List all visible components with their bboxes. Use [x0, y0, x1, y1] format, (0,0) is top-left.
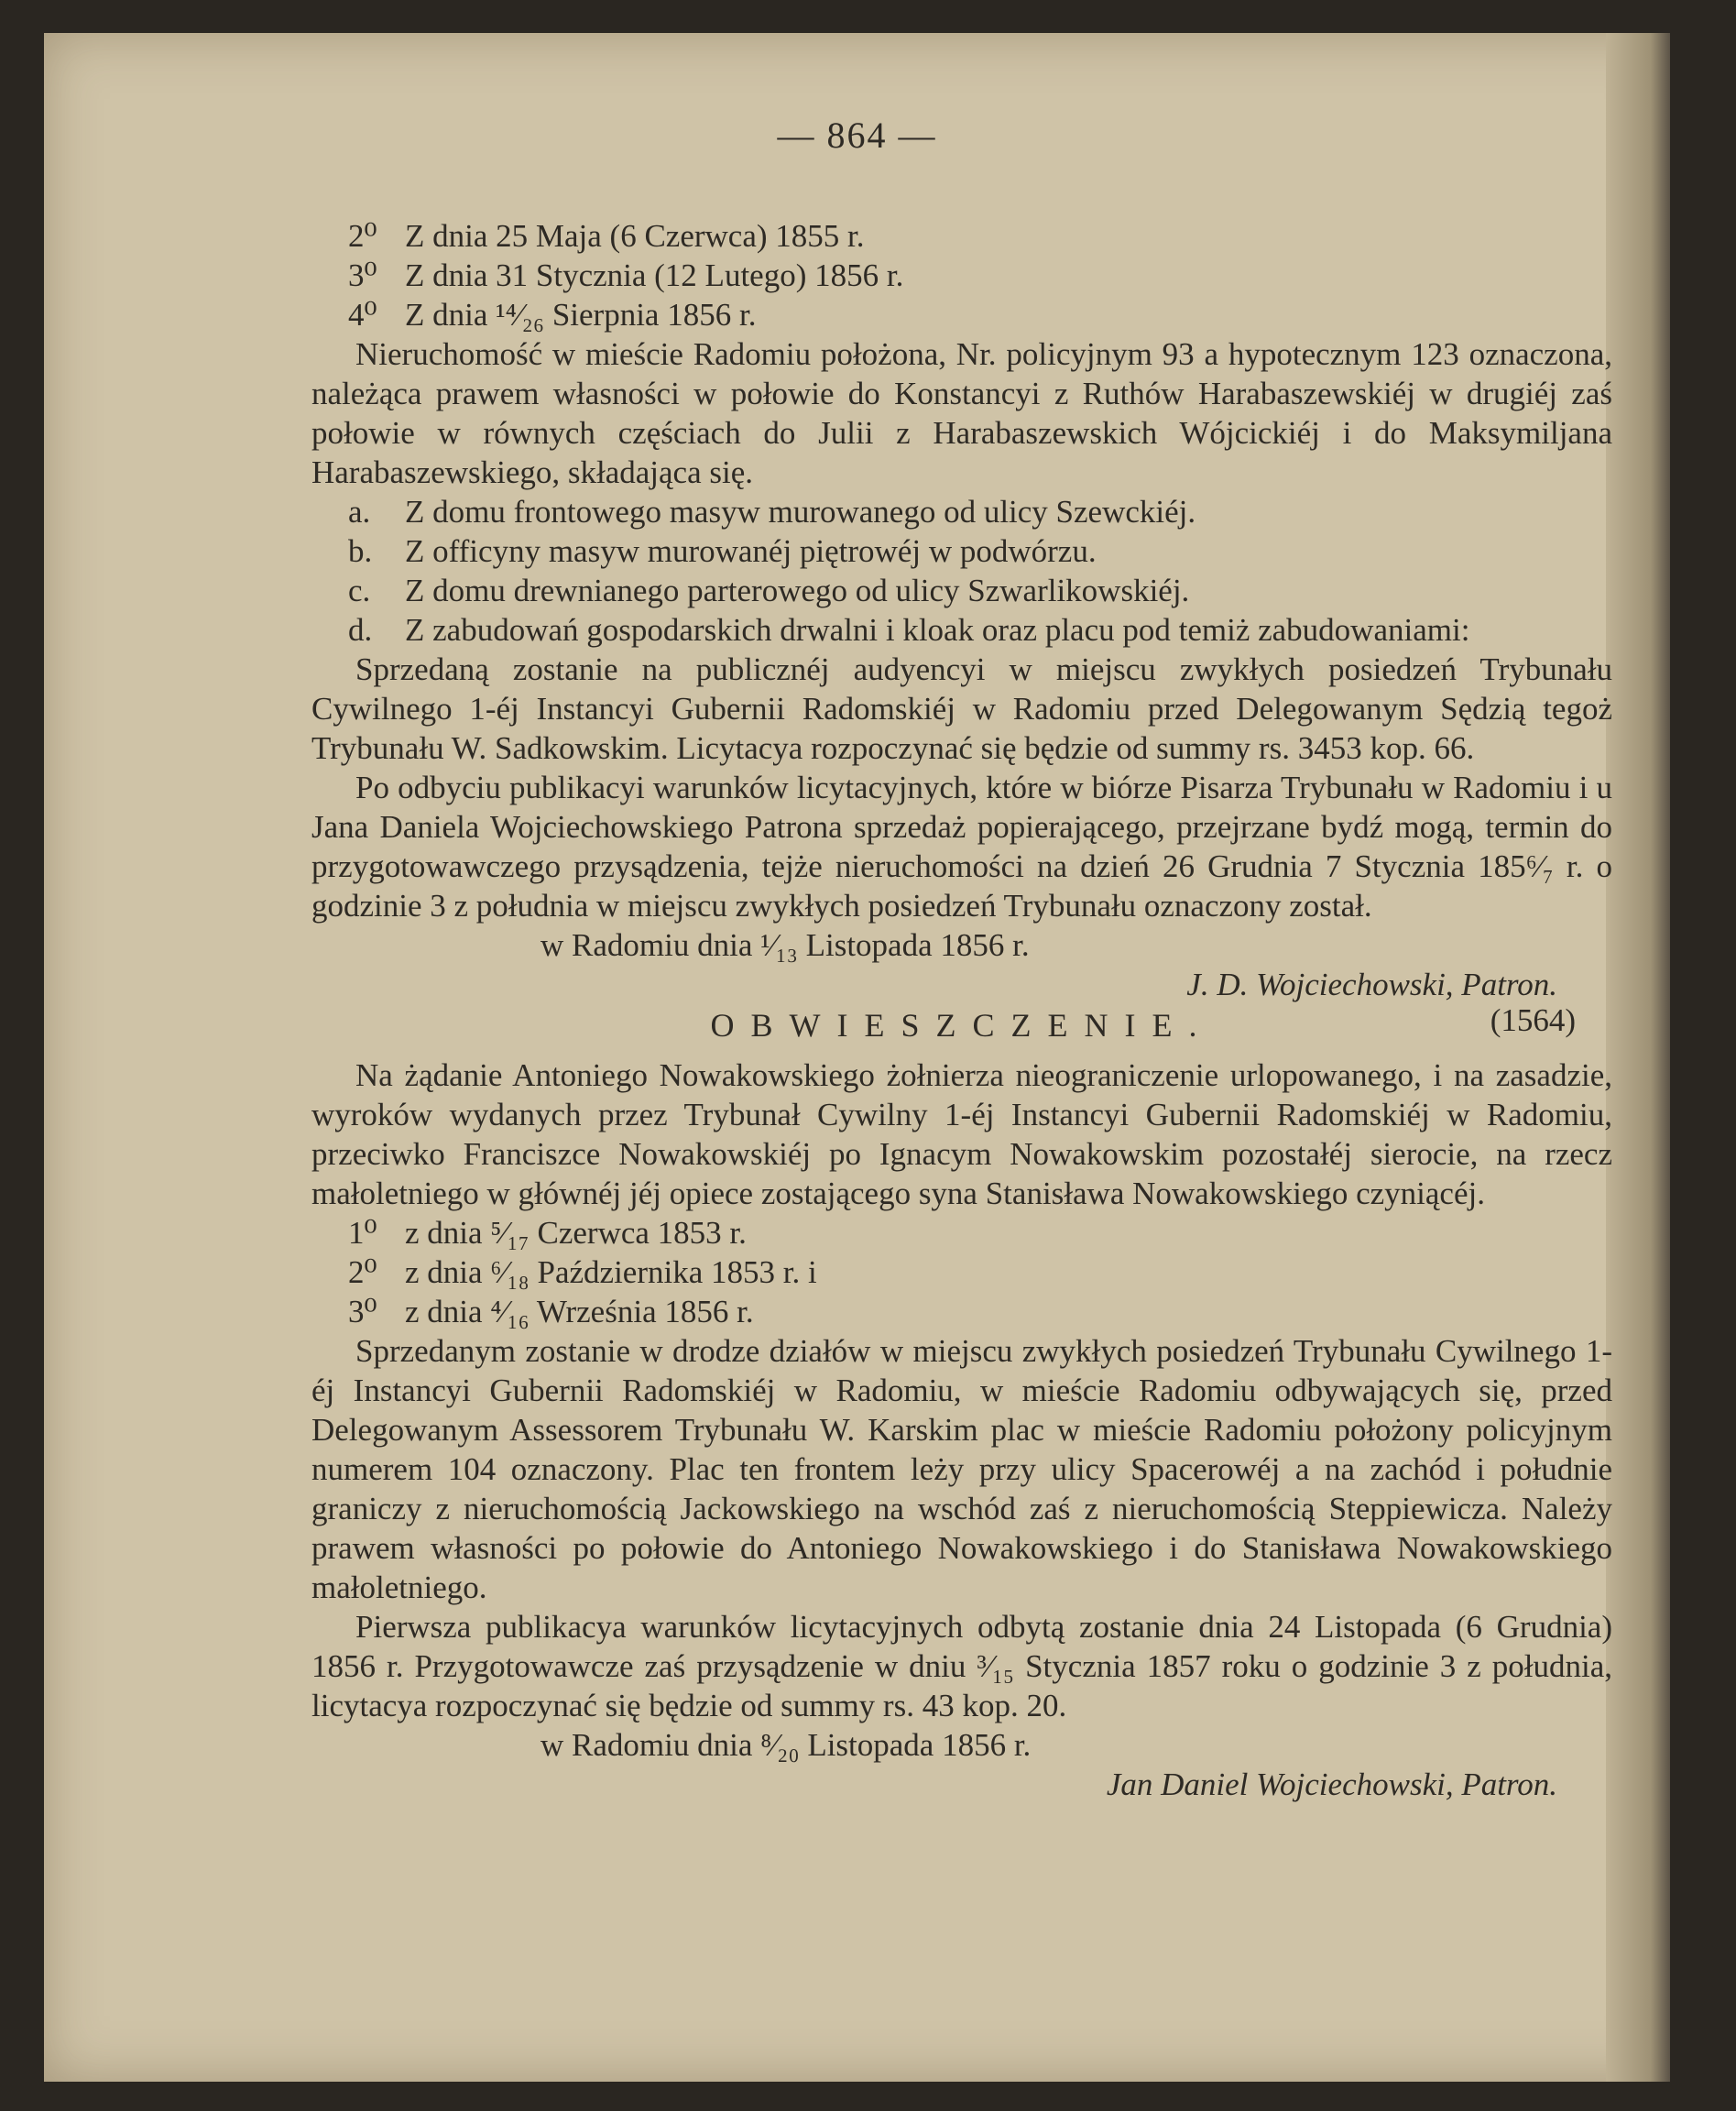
- terms-paragraph: Po odbyciu publikacyi warunków licytacyjnych, które w biórze Pisarza Trybunału w Radomiu i u Jana Daniela Wojciechowskiego Patrona sprzedaż popierającego, przejrzane bydź mogą, termin do przygotowawczego przysądzenia, tejże nieruchomości na dzień 26 Grudnia 7 Stycznia 185⁶⁄₇ r. o godzinie 3 z południa w miejscu zwykłych posiedzeń Trybunału oznaczony został.: [311, 770, 1612, 924]
- place-date: w Radomiu dnia ¹⁄₁₃ Listopada 1856 r.: [540, 927, 1030, 963]
- signature: J. D. Wojciechowski, Patron.: [1186, 967, 1557, 1002]
- page-header: — 864 —: [777, 115, 937, 156]
- terms-paragraph: Pierwsza publikacya warunków licytacyjnych odbytą zostanie dnia 24 Listopada (6 Grudnia) 1856 r. Przygotowawcze zaś przysądzenie w dniu ³⁄₁₅ Stycznia 1857 roku o godzinie 3 z południa, licytacya rozpoczynać się będzie od summy rs. 43 kop. 20.: [311, 1609, 1612, 1723]
- page-edge: [1606, 33, 1670, 2082]
- notice-title: OBWIESZCZENIE.: [710, 1007, 1214, 1044]
- property-description: Nieruchomość w mieście Radomiu położona, Nr. policyjnym 93 a hypotecznym 123 oznaczona, należąca prawem własności w połowie do Konstancyi z Ruthów Harabaszewskiéj w drugiéj zaś połowie w równych częściach do Julii z Harabaszewskich Wójcickiéj i do Maksymiljana Harabaszewskiego, składająca się.: [311, 336, 1612, 490]
- property-part: b. Z officyny masyw murowanéj piętrowéj w podwórzu.: [348, 533, 1097, 569]
- date-item: 4⁰ Z dnia ¹⁴⁄₂₆ Sierpnia 1856 r.: [348, 297, 757, 333]
- date-item: 3⁰ z dnia ⁴⁄₁₆ Września 1856 r.: [348, 1294, 754, 1329]
- property-part: d. Z zabudowań gospodarskich drwalni i kloak oraz placu pod temiż zabudowaniami:: [348, 612, 1470, 648]
- sale-paragraph: Sprzedanym zostanie w drodze działów w miejscu zwykłych posiedzeń Trybunału Cywilnego 1-éj Instancyi Gubernii Radomskiéj w Radomiu, w mieście Radomiu odbywających się, przed Delegowanym Assessorem Trybunału W. Karskim plac w mieście Radomiu położony policyjnym numerem 104 oznaczony. Plac ten frontem leży przy ulicy Spacerowéj a na zachód i południe graniczy z nieruchomością Jackowskiego na wschód zaś z nieruchomością Steppiewicza. Należy prawem własności po połowie do Antoniego Nowakowskiego i do Stanisława Nowakowskiego małoletniego.: [311, 1333, 1612, 1605]
- signature: Jan Daniel Wojciechowski, Patron.: [1106, 1766, 1557, 1802]
- document-page: [44, 33, 1670, 2082]
- section-1: [311, 216, 1612, 1004]
- document-body: [311, 216, 1612, 1804]
- sale-paragraph: Sprzedaną zostanie na publicznéj audyencyi w miejscu zwykłych posiedzeń Trybunału Cywilnego 1-éj Instancyi Gubernii Radomskiéj w Radomiu przed Delegowanym Sędzią tegoż Trybunału W. Sadkowskim. Licytacya rozpoczynać się będzie od summy rs. 3453 kop. 66.: [311, 651, 1612, 766]
- notice-number: (1564): [1490, 1002, 1576, 1038]
- date-item: 1⁰ z dnia ⁵⁄₁₇ Czerwca 1853 r.: [348, 1215, 747, 1251]
- date-item: 3⁰ Z dnia 31 Stycznia (12 Lutego) 1856 r.: [348, 257, 904, 293]
- notice-heading: [311, 1002, 1612, 1052]
- section-2: [311, 1002, 1612, 1804]
- property-part: c. Z domu drewnianego parterowego od ulicy Szwarlikowskiéj.: [348, 573, 1190, 608]
- property-part: a. Z domu frontowego masyw murowanego od ulicy Szewckiéj.: [348, 494, 1196, 530]
- place-date: w Radomiu dnia ⁸⁄₂₀ Listopada 1856 r.: [540, 1727, 1032, 1763]
- notice-intro: Na żądanie Antoniego Nowakowskiego żołnierza nieograniczenie urlopowanego, i na zasadzie, wyroków wydanych przez Trybunał Cywilny 1-éj Instancyi Gubernii Radomskiéj w Radomiu, przeciwko Franciszce Nowakowskiéj po Ignacym Nowakowskim pozostałéj sierocie, na rzecz małoletniego w głównéj jéj opiece zostającego syna Stanisława Nowakowskiego czyniącéj.: [311, 1057, 1612, 1211]
- date-item: 2⁰ Z dnia 25 Maja (6 Czerwca) 1855 r.: [348, 218, 865, 254]
- date-item: 2⁰ z dnia ⁶⁄₁₈ Października 1853 r. i: [348, 1254, 817, 1290]
